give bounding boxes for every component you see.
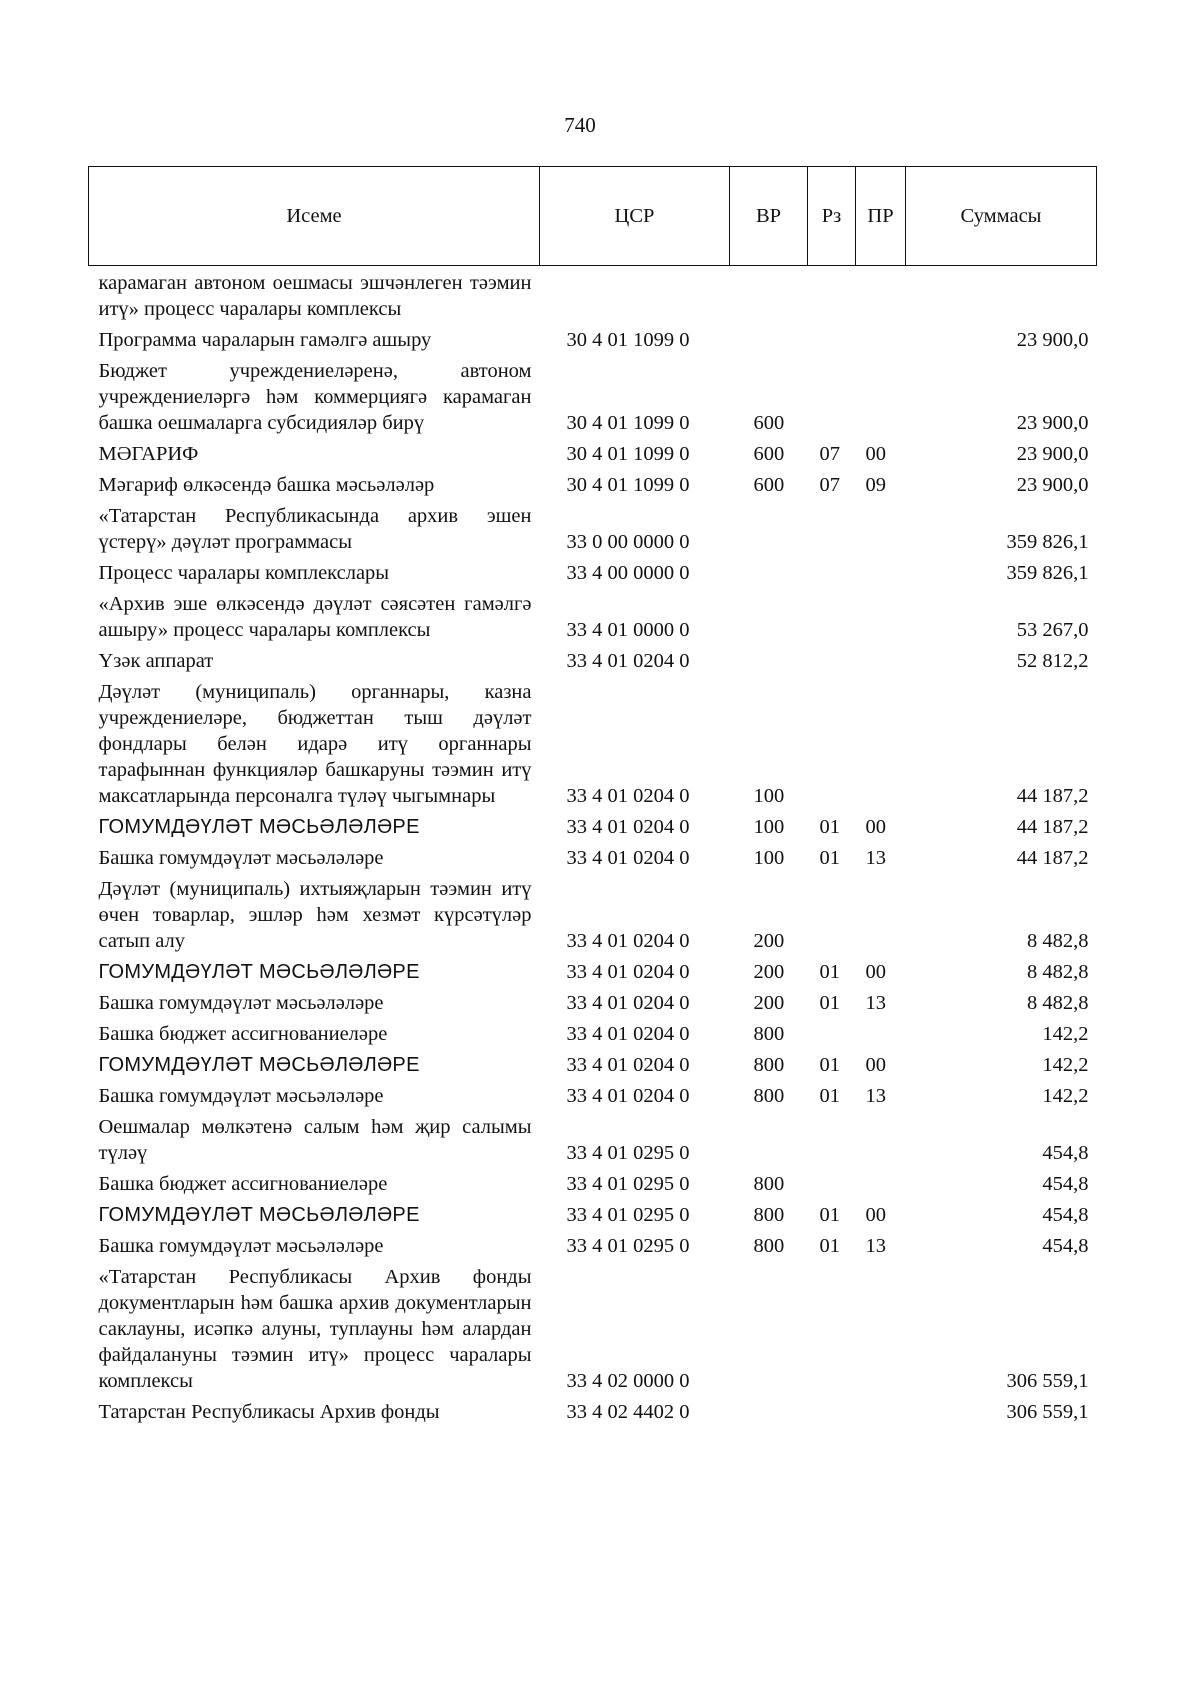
- cell-rz: [808, 646, 856, 677]
- cell-pr: [856, 874, 906, 957]
- page-number: 740: [564, 113, 596, 137]
- table-row: [89, 558, 1097, 589]
- cell-sum: 359 826,1: [1006, 531, 1089, 553]
- cell-vr: [730, 1262, 808, 1397]
- cell-vr: 200: [753, 992, 785, 1014]
- cell-csr: 33 4 02 0000 0: [566, 1370, 690, 1392]
- header-csr: ЦСР: [540, 167, 730, 266]
- cell-rz: [808, 558, 856, 589]
- header-sum: Суммасы: [906, 167, 1097, 266]
- cell-vr: [730, 1397, 808, 1428]
- cell-name: карамаган автоном оешмасы эшчәнлеген тәэмин итү» процесс чаралары комплексы: [98, 272, 532, 320]
- cell-pr: 13: [865, 992, 886, 1014]
- cell-rz: [808, 266, 856, 326]
- cell-sum: 23 900,0: [1016, 329, 1089, 351]
- cell-rz: 07: [819, 443, 840, 465]
- cell-name: Башка гомумдәүләт мәсьәләләре: [98, 847, 384, 869]
- cell-name: Башка гомумдәүләт мәсьәләләре: [98, 1235, 384, 1257]
- header-pr: ПР: [856, 167, 906, 266]
- cell-vr: 800: [753, 1023, 785, 1045]
- table-row: [89, 957, 1097, 988]
- cell-name: Дәүләт (муниципаль) органнары, казна учреждениеләре, бюджеттан тыш дәүләт фондлары белән идарә итү органнары тарафыннан функцияләр башкаруны тәэмин итү максатларында персоналга түләү чыгымнары: [98, 681, 532, 807]
- cell-csr: 33 0 00 0000 0: [566, 531, 690, 553]
- table-row: [89, 470, 1097, 501]
- cell-sum: 454,8: [1042, 1204, 1089, 1226]
- table-row: [89, 356, 1097, 439]
- table-row: [89, 1231, 1097, 1262]
- cell-pr: [856, 1397, 906, 1428]
- cell-name: «Татарстан Республикасы Архив фонды документларын һәм башка архив документларын саклауны, исәпкә алуны, туплауны һәм алардан файдалануны тәэмин итү» процесс чаралары комплексы: [98, 1266, 532, 1392]
- cell-sum: 142,2: [1042, 1023, 1089, 1045]
- cell-vr: 600: [753, 474, 785, 496]
- cell-name: ГОМУМДӘҮЛӘТ МӘСЬӘЛӘЛӘРЕ: [98, 961, 420, 983]
- cell-name: Татарстан Республикасы Архив фонды: [98, 1401, 440, 1423]
- table-row: [89, 501, 1097, 558]
- cell-sum: 23 900,0: [1016, 412, 1089, 434]
- cell-name: Үзәк аппарат: [98, 650, 214, 672]
- header-row: [89, 167, 1097, 266]
- cell-pr: 13: [865, 1235, 886, 1257]
- cell-sum: 23 900,0: [1016, 443, 1089, 465]
- cell-csr: 33 4 01 0204 0: [566, 785, 690, 807]
- table-row: [89, 1169, 1097, 1200]
- table-row: [89, 325, 1097, 356]
- cell-pr: [856, 1169, 906, 1200]
- cell-rz: 01: [819, 847, 840, 869]
- cell-pr: [856, 356, 906, 439]
- cell-rz: [808, 874, 856, 957]
- cell-rz: 01: [819, 1054, 840, 1076]
- cell-rz: [808, 1397, 856, 1428]
- cell-rz: [808, 1112, 856, 1169]
- cell-rz: [808, 325, 856, 356]
- cell-pr: [856, 1262, 906, 1397]
- cell-pr: [856, 646, 906, 677]
- table-row: [89, 874, 1097, 957]
- cell-rz: 01: [819, 1235, 840, 1257]
- cell-name: Процесс чаралары комплекслары: [98, 562, 390, 584]
- cell-csr: 33 4 01 0295 0: [566, 1173, 690, 1195]
- table-row: [89, 1050, 1097, 1081]
- cell-rz: 01: [819, 1085, 840, 1107]
- cell-rz: [808, 356, 856, 439]
- cell-csr: 33 4 01 0204 0: [566, 930, 690, 952]
- cell-name: Мәгариф өлкәсендә башка мәсьәләләр: [98, 474, 435, 496]
- cell-name: ГОМУМДӘҮЛӘТ МӘСЬӘЛӘЛӘРЕ: [98, 1204, 420, 1226]
- cell-name: Программа чараларын гамәлгә ашыру: [98, 329, 432, 351]
- cell-csr: 33 4 01 0000 0: [566, 619, 690, 641]
- cell-sum: 53 267,0: [1016, 619, 1089, 641]
- cell-pr: 13: [865, 1085, 886, 1107]
- cell-vr: 600: [753, 412, 785, 434]
- table-row: [89, 646, 1097, 677]
- cell-pr: 00: [865, 443, 886, 465]
- cell-pr: [856, 558, 906, 589]
- cell-sum: 23 900,0: [1016, 474, 1089, 496]
- cell-sum: 44 187,2: [1016, 816, 1089, 838]
- cell-rz: 01: [819, 992, 840, 1014]
- cell-rz: [808, 1169, 856, 1200]
- cell-pr: [856, 1019, 906, 1050]
- table-header: [89, 167, 1097, 266]
- table-row: [89, 1200, 1097, 1231]
- cell-sum: 142,2: [1042, 1085, 1089, 1107]
- cell-pr: 13: [865, 847, 886, 869]
- table-row: [89, 843, 1097, 874]
- cell-pr: [856, 589, 906, 646]
- cell-csr: 33 4 01 0204 0: [566, 992, 690, 1014]
- cell-csr: [540, 266, 730, 326]
- cell-sum: 454,8: [1042, 1142, 1089, 1164]
- cell-csr: 30 4 01 1099 0: [566, 443, 690, 465]
- table-row: [89, 266, 1097, 326]
- cell-name: ГОМУМДӘҮЛӘТ МӘСЬӘЛӘЛӘРЕ: [98, 816, 420, 838]
- table-row: [89, 677, 1097, 812]
- cell-name: Башка гомумдәүләт мәсьәләләре: [98, 1085, 384, 1107]
- cell-vr: 800: [753, 1235, 785, 1257]
- cell-pr: 00: [865, 1054, 886, 1076]
- cell-sum: 454,8: [1042, 1173, 1089, 1195]
- cell-vr: [730, 325, 808, 356]
- cell-rz: 01: [819, 961, 840, 983]
- table-row: [89, 439, 1097, 470]
- cell-name: МӘГАРИФ: [98, 443, 199, 465]
- cell-sum: 44 187,2: [1016, 847, 1089, 869]
- cell-sum: 454,8: [1042, 1235, 1089, 1257]
- cell-name: Оешмалар мөлкәтенә салым һәм җир салымы түләү: [98, 1116, 532, 1164]
- cell-pr: [856, 501, 906, 558]
- table-row: [89, 1397, 1097, 1428]
- cell-csr: 33 4 01 0204 0: [566, 1023, 690, 1045]
- table-row: [89, 1019, 1097, 1050]
- cell-vr: 800: [753, 1085, 785, 1107]
- cell-name: Башка бюджет ассигнованиеләре: [98, 1173, 388, 1195]
- cell-name: Башка гомумдәүләт мәсьәләләре: [98, 992, 384, 1014]
- cell-rz: [808, 677, 856, 812]
- cell-sum: 8 482,8: [1027, 992, 1089, 1014]
- cell-rz: 01: [819, 816, 840, 838]
- cell-name: Башка бюджет ассигнованиеләре: [98, 1023, 388, 1045]
- cell-name: ГОМУМДӘҮЛӘТ МӘСЬӘЛӘЛӘРЕ: [98, 1054, 420, 1076]
- cell-name: «Татарстан Республикасында архив эшен үстерү» дәүләт программасы: [98, 505, 532, 553]
- cell-pr: [856, 266, 906, 326]
- cell-sum: 44 187,2: [1016, 785, 1089, 807]
- cell-pr: 00: [865, 961, 886, 983]
- cell-csr: 33 4 01 0204 0: [566, 1054, 690, 1076]
- cell-vr: [730, 646, 808, 677]
- cell-vr: 800: [753, 1054, 785, 1076]
- cell-vr: [730, 1112, 808, 1169]
- cell-rz: [808, 501, 856, 558]
- cell-vr: 200: [753, 930, 785, 952]
- cell-vr: [730, 266, 808, 326]
- cell-vr: 600: [753, 443, 785, 465]
- cell-vr: 200: [753, 961, 785, 983]
- cell-pr: [856, 1112, 906, 1169]
- cell-vr: [730, 589, 808, 646]
- header-vr: ВР: [730, 167, 808, 266]
- cell-vr: 800: [753, 1204, 785, 1226]
- cell-vr: [730, 558, 808, 589]
- cell-csr: 30 4 01 1099 0: [566, 474, 690, 496]
- header-rz: Рз: [808, 167, 856, 266]
- cell-sum: 8 482,8: [1027, 930, 1089, 952]
- cell-sum: 52 812,2: [1016, 650, 1089, 672]
- cell-pr: 09: [865, 474, 886, 496]
- cell-csr: 33 4 01 0295 0: [566, 1204, 690, 1226]
- cell-sum: 142,2: [1042, 1054, 1089, 1076]
- cell-vr: 100: [753, 816, 785, 838]
- cell-csr: 33 4 02 4402 0: [566, 1401, 690, 1423]
- table-body: [89, 266, 1097, 1429]
- table-row: [89, 1112, 1097, 1169]
- cell-rz: [808, 589, 856, 646]
- header-name: Исеме: [89, 167, 540, 266]
- cell-sum: 359 826,1: [1006, 562, 1089, 584]
- cell-vr: 800: [753, 1173, 785, 1195]
- cell-sum: [906, 266, 1097, 326]
- cell-csr: 30 4 01 1099 0: [566, 412, 690, 434]
- cell-sum: 306 559,1: [1006, 1370, 1089, 1392]
- cell-pr: 00: [865, 816, 886, 838]
- cell-pr: 00: [865, 1204, 886, 1226]
- cell-csr: 33 4 01 0295 0: [566, 1142, 690, 1164]
- cell-csr: 33 4 01 0204 0: [566, 816, 690, 838]
- cell-csr: 33 4 00 0000 0: [566, 562, 690, 584]
- cell-csr: 33 4 01 0204 0: [566, 650, 690, 672]
- cell-name: Дәүләт (муниципаль) ихтыяҗларын тәэмин итү өчен товарлар, эшләр һәм хезмәт күрсәтүләр сатып алу: [98, 878, 532, 952]
- cell-vr: 100: [753, 785, 785, 807]
- cell-csr: 33 4 01 0295 0: [566, 1235, 690, 1257]
- cell-rz: [808, 1262, 856, 1397]
- table-row: [89, 988, 1097, 1019]
- table-row: [89, 589, 1097, 646]
- cell-pr: [856, 325, 906, 356]
- cell-vr: 100: [753, 847, 785, 869]
- table-row: [89, 1081, 1097, 1112]
- cell-name: Бюджет учреждениеләренә, автоном учреждениеләргә һәм коммерциягә карамаган башка оешмаларга субсидияләр бирү: [98, 360, 532, 434]
- cell-sum: 306 559,1: [1006, 1401, 1089, 1423]
- cell-csr: 33 4 01 0204 0: [566, 847, 690, 869]
- cell-csr: 30 4 01 1099 0: [566, 329, 690, 351]
- cell-name: «Архив эше өлкәсендә дәүләт сәясәтен гамәлгә ашыру» процесс чаралары комплексы: [98, 593, 532, 641]
- table-row: [89, 1262, 1097, 1397]
- cell-vr: [730, 501, 808, 558]
- cell-csr: 33 4 01 0204 0: [566, 1085, 690, 1107]
- cell-rz: [808, 1019, 856, 1050]
- budget-table: [88, 166, 1097, 1428]
- cell-pr: [856, 677, 906, 812]
- cell-sum: 8 482,8: [1027, 961, 1089, 983]
- cell-rz: 01: [819, 1204, 840, 1226]
- table-row: [89, 812, 1097, 843]
- cell-rz: 07: [819, 474, 840, 496]
- cell-csr: 33 4 01 0204 0: [566, 961, 690, 983]
